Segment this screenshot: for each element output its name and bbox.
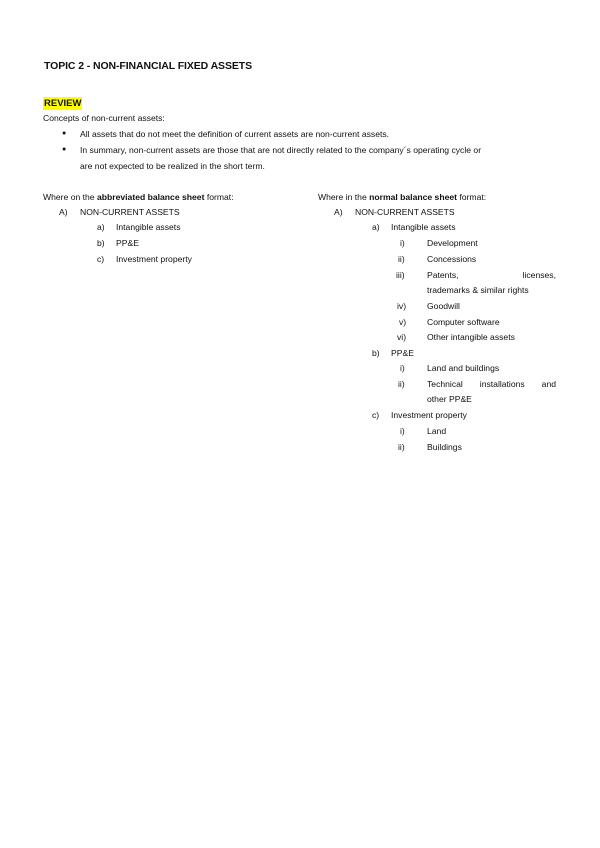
sublist-item-continued: other PP&E	[427, 394, 472, 404]
section-marker: A)	[334, 207, 343, 217]
list-marker: b)	[97, 238, 105, 248]
review-heading: REVIEW	[44, 98, 82, 109]
sublist-item: Land	[427, 426, 447, 436]
list-marker: b)	[372, 348, 380, 358]
list-marker: a)	[97, 222, 105, 232]
sublist-marker: v)	[399, 317, 407, 327]
bullet-icon: ●	[62, 130, 67, 137]
sublist-marker: ii)	[398, 379, 405, 389]
sublist-marker: ii)	[398, 254, 405, 264]
section-label: NON-CURRENT ASSETS	[355, 207, 455, 217]
sublist-item: Computer software	[427, 317, 500, 327]
sublist-item: Technical installations and	[427, 379, 556, 389]
review-intro: Concepts of non-current assets:	[43, 113, 165, 123]
sublist-marker: i)	[400, 363, 405, 373]
sublist-item-continued: trademarks & similar rights	[427, 285, 529, 295]
sublist-item: Patents, licenses,	[427, 270, 556, 280]
abbreviated-format-bold: abbreviated balance sheet	[96, 192, 205, 202]
list-item: PP&E	[391, 348, 414, 358]
bullet-text: All assets that do not meet the definition of current assets are non-current assets.	[80, 129, 390, 139]
bullet-text-continued: are not expected to be realized in the short term.	[80, 161, 265, 171]
normal-format-bold: normal balance sheet	[369, 192, 457, 202]
sublist-marker: ii)	[398, 442, 405, 452]
sublist-marker: i)	[400, 238, 405, 248]
sublist-item: Goodwill	[427, 301, 460, 311]
sublist-item: Other intangible assets	[427, 332, 515, 342]
sublist-marker: i)	[400, 426, 405, 436]
sublist-item: Buildings	[427, 442, 462, 452]
bullet-text: In summary, non-current assets are those that are not directly related to the company´s operating cycle or	[80, 145, 482, 155]
list-item: Investment property	[391, 410, 467, 420]
list-marker: c)	[97, 254, 105, 264]
section-label: NON-CURRENT ASSETS	[80, 207, 180, 217]
sublist-marker: iv)	[397, 301, 407, 311]
sublist-marker: vi)	[397, 332, 407, 342]
section-marker: A)	[59, 207, 68, 217]
list-item: Investment property	[116, 254, 192, 264]
sublist-item: Development	[427, 238, 478, 248]
bullet-icon: ●	[62, 146, 67, 153]
list-marker: a)	[372, 222, 380, 232]
sublist-item: Concessions	[427, 254, 477, 264]
sublist-item: Land and buildings	[427, 363, 500, 373]
list-item: PP&E	[116, 238, 139, 248]
list-item: Intangible assets	[116, 222, 181, 232]
list-item: Intangible assets	[391, 222, 456, 232]
normal-format-heading: Where in the normal balance sheet format:	[318, 192, 487, 202]
sublist-marker: iii)	[396, 270, 405, 280]
page-title: TOPIC 2 - NON-FINANCIAL FIXED ASSETS	[44, 60, 252, 72]
abbreviated-format-heading: Where on the abbreviated balance sheet format:	[43, 192, 234, 202]
list-marker: c)	[372, 410, 380, 420]
